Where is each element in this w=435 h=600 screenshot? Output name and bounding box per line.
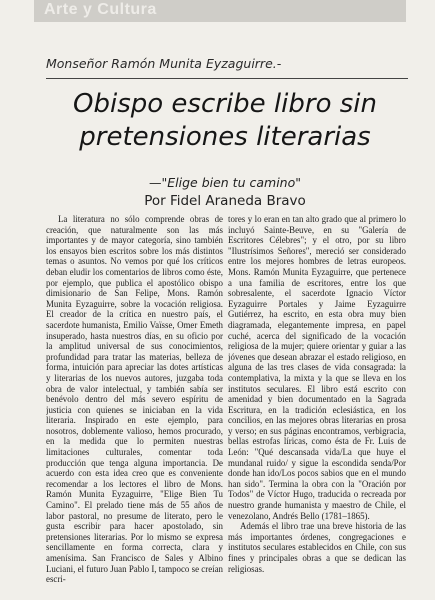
article-column-1 [46, 214, 223, 600]
handwritten-margin-note-right [410, 40, 435, 340]
article-overline: Monseñor Ramón Munita Eyzaguirre.- [46, 56, 282, 71]
paragraph: La literatura no sólo comprende obras de creación, que naturalmente son las más importantes y de mayor categoría, sino también los ensayos bien escritos sobre los más distintos temas o asuntos. No vemos por qué los críticos deban eludir los comentarios de libros como éste, por ejemplo, que publica el apostólico obispo dimisionario de San Felipe, Mons. Ramón Munita Eyzaguirre, sobre la vocación religiosa. El creador de la crítica en nuestro país, el sacerdote humanista, Emilio Vaïsse, Omer Emeth insuperado, hasta nuestros días, en su oficio por la amplitud universal de sus conocimientos, profundidad para tratar las materias, belleza de forma, intuición para apreciar las dotes artísticas y literarias de los nuevos autores, juzgaba toda obra de valor intelectual, y también sabía ser benévolo dentro del más severo espíritu de justicia con quienes se iniciaban en la vida literaria. Inspirado en este ejemplo, para nosotros, doblemente valioso, hemos procurado, en la medida que lo permiten nuestras limitaciones culturales, comentar toda producción que tenga alguna importancia. De acuerdo con esta idea creo que es conveniente recomendar a los lectores el libro de Mons. Ramón Munita Eyzaguirre, "Elige Bien Tu Camino". El prelado tiene más de 55 años de labor pastoral, no presume de literato, pero le gusta escribir para hacer apostolado, sin pretensiones literarias. Por lo mismo se expresa sencillamente en forma correcta, clara y amenísima. San Francisco de Sales y Albino Luciani, el futuro Juan Pablo I, tampoco se creían escri- [46, 214, 223, 585]
section-banner [34, 0, 406, 22]
paragraph: Además el libro trae una breve historia de las más importantes órdenes, congregaciones e institutos seculares establecidos en Chile, con sus fines y principales obras a que se dedican las religiosas. [228, 521, 406, 574]
paragraph: tores y lo eran en tan alto grado que al primero lo incluyó Sainte-Beuve, en su "Galería de Escritores Célebres"; y el otro, por su libro "Ilustrísimos Señores", mereció ser considerado entre los mejores hombres de letras europeos. Mons. Ramón Munita Eyzaguirre, que pertenece a una familia de escritores, entre los que sobresalente, el sacerdote Ignacio Víctor Eyzaguirre Portales y Jaime Eyzaguirre Gutiérrez, ha escrito, en esta obra muy bien diagramada, elegantemente impresa, en papel cuché, acerca del significado de la vocación religiosa de la mujer; quiere orientar y guiar a las jóvenes que desean abrazar el estado religioso, en alguna de las tres clases de vida consagrada: la contemplativa, la mixta y la que se lleva en los institutos seculares. El libro está escrito con amenidad y bien documentado en la Sagrada Escritura, en la tradición eclesiástica, en los concilios, en las mejores obras literarias en prosa y verso; en sus páginas encontramos, verbigracia, bellas estrofas líricas, como ésta de Fr. Luis de León: "Qué descansada vida/La que huye el mundanal ruido/ y sigue la escondida senda/Por donde han ido/Los pocos sabios que en el mundo han sido". Termina la obra con la "Oración por Todos" de Víctor Hugo, traducida o recreada por nuestro grande humanista y maestro de Chile, el venezolano, Andrés Bello (1781–1865). [228, 214, 406, 521]
article-byline: Por Fidel Araneda Bravo [144, 193, 306, 209]
handwritten-catalog-number [340, 44, 410, 70]
article-column-2 [228, 214, 406, 600]
handwritten-margin-note [0, 70, 32, 590]
article-headline: Obispo escribe libro sin pretensiones literarias [73, 89, 377, 152]
section-title: Arte y Cultura [44, 1, 157, 18]
article-subhead: —"Elige bien tu camino" [149, 175, 301, 190]
top-rule [46, 78, 408, 79]
